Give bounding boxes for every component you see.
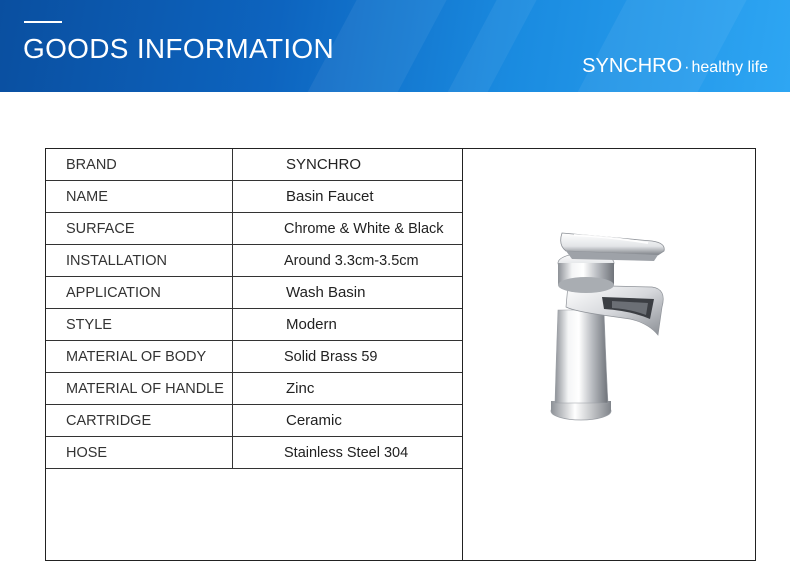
spec-value: SYNCHRO [286, 156, 362, 173]
brand-name: SYNCHRO [582, 55, 683, 77]
spec-row-material-handle [46, 373, 462, 405]
spec-label: MATERIAL OF HANDLE [46, 373, 233, 404]
header-banner [0, 0, 790, 92]
spec-row-material-body [46, 341, 462, 373]
spec-value: Chrome & White & Black [284, 220, 444, 237]
banner-streak [433, 0, 547, 92]
brand-separator: · [684, 59, 690, 76]
spec-label: BRAND [46, 149, 233, 180]
spec-value: Stainless Steel 304 [284, 444, 409, 461]
spec-label: HOSE [46, 437, 233, 468]
brand-mark [582, 55, 768, 78]
basin-faucet-icon [462, 215, 672, 430]
spec-label: CARTRIDGE [46, 405, 233, 436]
spec-value: Modern [286, 316, 337, 333]
page-title: GOODS INFORMATION [23, 33, 335, 64]
product-image [462, 215, 672, 430]
spec-table [46, 149, 462, 469]
spec-row-surface [46, 213, 462, 245]
spec-value: Basin Faucet [286, 188, 374, 205]
spec-value: Wash Basin [286, 284, 366, 301]
spec-row-installation [46, 245, 462, 277]
spec-label: NAME [46, 181, 233, 212]
spec-row-style [46, 309, 462, 341]
spec-row-hose [46, 437, 462, 469]
spec-label: STYLE [46, 309, 233, 340]
spec-label: MATERIAL OF BODY [46, 341, 233, 372]
spec-row-application [46, 277, 462, 309]
title-accent-line [24, 21, 62, 23]
spec-label: INSTALLATION [46, 245, 233, 276]
spec-value: Solid Brass 59 [284, 348, 378, 365]
spec-value: Zinc [286, 380, 315, 397]
spec-value: Around 3.3cm-3.5cm [284, 252, 419, 269]
spec-row-cartridge [46, 405, 462, 437]
spec-label: SURFACE [46, 213, 233, 244]
brand-tagline: healthy life [691, 59, 768, 76]
spec-row-name [46, 181, 462, 213]
spec-label: APPLICATION [46, 277, 233, 308]
banner-streak [563, 0, 757, 92]
spec-value: Ceramic [286, 412, 342, 429]
spec-row-brand [46, 149, 462, 181]
